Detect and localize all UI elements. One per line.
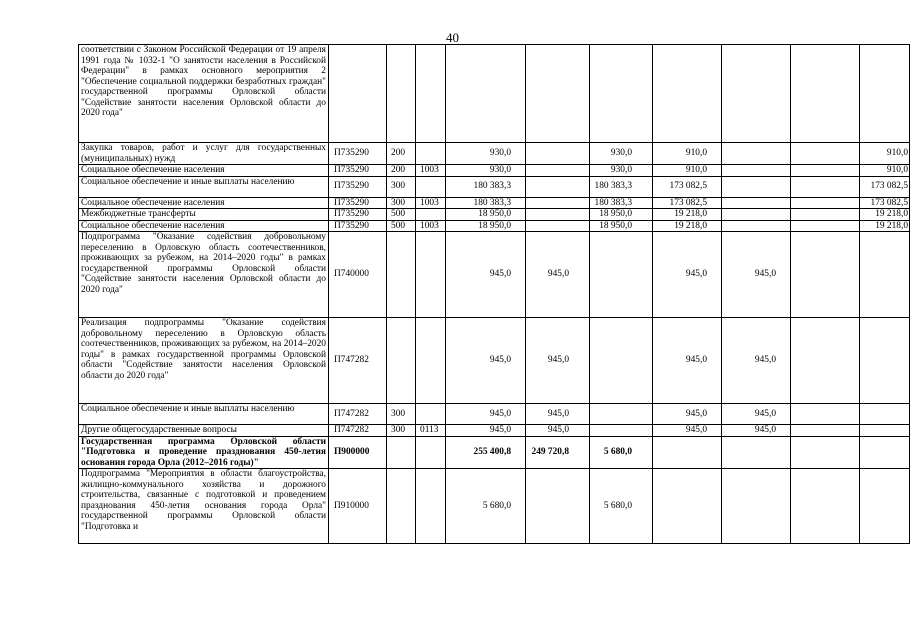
row-amount-7 <box>860 436 910 469</box>
row-amount-1: 5 680,0 <box>446 469 526 544</box>
row-code: П910000 <box>329 469 387 544</box>
row-code <box>329 45 387 143</box>
row-code: П735290 <box>329 197 387 209</box>
table-row <box>79 197 910 209</box>
row-amount-7 <box>860 232 910 318</box>
row-amount-5: 945,0 <box>722 232 791 318</box>
row-amount-7: 910,0 <box>860 165 910 177</box>
row-code: П735290 <box>329 143 387 165</box>
row-amount-6 <box>791 220 860 232</box>
row-amount-5 <box>722 436 791 469</box>
row-amount-4: 19 218,0 <box>653 220 722 232</box>
row-amount-3: 930,0 <box>590 165 653 177</box>
row-amount-5: 945,0 <box>722 318 791 404</box>
row-amount-4: 910,0 <box>653 165 722 177</box>
row-amount-1: 930,0 <box>446 143 526 165</box>
row-code: П747282 <box>329 404 387 425</box>
row-amount-7: 19 218,0 <box>860 209 910 221</box>
row-amount-4: 945,0 <box>653 425 722 437</box>
row-amount-4: 945,0 <box>653 318 722 404</box>
row-fs <box>416 469 446 544</box>
row-amount-4 <box>653 436 722 469</box>
row-amount-6 <box>791 436 860 469</box>
row-name: соответствии с Законом Российской Федерации от 19 апреля 1991 года № 1032-1 "О занятости населения в Российской Федерации" в рамках основного мероприятия 2 "Обеспечение социальной поддержки безработных граждан" государственной программы Орловской области "Содействие занятости населения Орловской области до 2020 года" <box>79 45 329 143</box>
row-name: Реализация подпрограммы "Оказание содействия добровольному переселению в Орловскую область соотечественников, проживающих за рубежом, на 2014–2020 годы" в рамках государственной программы Орловской области "Содействие занятости населения Орловской области до 2020 года" <box>79 318 329 404</box>
row-vr <box>387 232 416 318</box>
row-amount-3: 5 680,0 <box>590 436 653 469</box>
row-amount-4: 945,0 <box>653 404 722 425</box>
row-vr: 300 <box>387 404 416 425</box>
row-amount-5: 945,0 <box>722 404 791 425</box>
row-amount-1: 18 950,0 <box>446 209 526 221</box>
row-fs: 1003 <box>416 165 446 177</box>
row-amount-2 <box>526 220 590 232</box>
row-fs <box>416 232 446 318</box>
row-amount-2 <box>526 176 590 197</box>
row-amount-3 <box>590 45 653 143</box>
row-amount-4: 173 082,5 <box>653 197 722 209</box>
row-vr <box>387 436 416 469</box>
row-amount-7 <box>860 318 910 404</box>
row-amount-3 <box>590 232 653 318</box>
row-vr <box>387 318 416 404</box>
row-amount-7: 173 082,5 <box>860 197 910 209</box>
row-amount-5 <box>722 220 791 232</box>
row-code: П900000 <box>329 436 387 469</box>
row-vr <box>387 45 416 143</box>
row-amount-5 <box>722 143 791 165</box>
row-amount-2 <box>526 469 590 544</box>
row-amount-2 <box>526 209 590 221</box>
row-amount-1: 945,0 <box>446 318 526 404</box>
table-row <box>79 45 910 143</box>
row-name: Другие общегосударственные вопросы <box>79 425 329 437</box>
row-amount-4: 173 082,5 <box>653 176 722 197</box>
table-row <box>79 469 910 544</box>
row-amount-2 <box>526 197 590 209</box>
row-amount-7: 910,0 <box>860 143 910 165</box>
row-amount-7: 19 218,0 <box>860 220 910 232</box>
row-fs: 1003 <box>416 197 446 209</box>
table-row <box>79 404 910 425</box>
table-row <box>79 318 910 404</box>
row-amount-7 <box>860 404 910 425</box>
row-amount-1: 930,0 <box>446 165 526 177</box>
row-amount-1: 255 400,8 <box>446 436 526 469</box>
row-amount-3: 180 383,3 <box>590 197 653 209</box>
row-vr: 200 <box>387 143 416 165</box>
row-amount-6 <box>791 45 860 143</box>
row-amount-2: 945,0 <box>526 425 590 437</box>
row-amount-4: 945,0 <box>653 232 722 318</box>
row-amount-7: 173 082,5 <box>860 176 910 197</box>
row-name: Государственная программа Орловской области "Подготовка и проведение празднования 450-летия основания города Орла (2012–2016 годы)" <box>79 436 329 469</box>
row-amount-6 <box>791 209 860 221</box>
row-name: Социальное обеспечение населения <box>79 165 329 177</box>
row-amount-3 <box>590 404 653 425</box>
row-amount-7 <box>860 45 910 143</box>
row-vr: 300 <box>387 425 416 437</box>
row-amount-1 <box>446 45 526 143</box>
row-name: Социальное обеспечение населения <box>79 220 329 232</box>
row-code: П735290 <box>329 176 387 197</box>
row-name: Социальное обеспечение и иные выплаты населению <box>79 404 329 425</box>
row-amount-5 <box>722 165 791 177</box>
row-name: Социальное обеспечение населения <box>79 197 329 209</box>
row-name: Подпрограмма "Оказание содействия добровольному переселению в Орловскую область соотечественников, проживающих за рубежом, на 2014–2020 годы" в рамках государственной программы Орловской области "Содействие занятости населения Орловской области до 2020 года" <box>79 232 329 318</box>
row-amount-2: 945,0 <box>526 318 590 404</box>
row-vr: 300 <box>387 176 416 197</box>
row-amount-6 <box>791 143 860 165</box>
row-amount-4: 910,0 <box>653 143 722 165</box>
row-amount-3 <box>590 425 653 437</box>
row-fs <box>416 143 446 165</box>
row-amount-2 <box>526 45 590 143</box>
row-amount-1: 945,0 <box>446 232 526 318</box>
row-amount-3: 930,0 <box>590 143 653 165</box>
row-amount-3: 180 383,3 <box>590 176 653 197</box>
row-name: Социальное обеспечение и иные выплаты населению <box>79 176 329 197</box>
row-fs: 1003 <box>416 220 446 232</box>
row-amount-3: 18 950,0 <box>590 220 653 232</box>
row-vr: 500 <box>387 209 416 221</box>
row-amount-2: 945,0 <box>526 232 590 318</box>
row-vr: 300 <box>387 197 416 209</box>
row-amount-6 <box>791 318 860 404</box>
row-fs <box>416 318 446 404</box>
row-code: П735290 <box>329 165 387 177</box>
row-code: П747282 <box>329 318 387 404</box>
table-row <box>79 220 910 232</box>
row-amount-1: 945,0 <box>446 404 526 425</box>
row-amount-2 <box>526 165 590 177</box>
row-amount-1: 180 383,3 <box>446 176 526 197</box>
row-vr: 500 <box>387 220 416 232</box>
row-amount-2 <box>526 143 590 165</box>
row-amount-7 <box>860 425 910 437</box>
row-fs <box>416 436 446 469</box>
row-amount-4: 19 218,0 <box>653 209 722 221</box>
row-amount-4 <box>653 45 722 143</box>
row-code: П747282 <box>329 425 387 437</box>
row-amount-6 <box>791 232 860 318</box>
row-amount-4 <box>653 469 722 544</box>
table-row <box>79 436 910 469</box>
row-code: П740000 <box>329 232 387 318</box>
row-amount-5: 945,0 <box>722 425 791 437</box>
table-row <box>79 176 910 197</box>
row-vr: 200 <box>387 165 416 177</box>
budget-table <box>78 44 910 544</box>
row-amount-5 <box>722 197 791 209</box>
row-fs <box>416 176 446 197</box>
row-amount-6 <box>791 165 860 177</box>
row-amount-2: 945,0 <box>526 404 590 425</box>
row-name: Подпрограмма "Мероприятия в области благоустройства, жилищно-коммунального хозяйства и дорожного строительства, связанные с подготовкой и проведением празднования 450-летия основания города Орла" государственной программы Орловской области "Подготовка и <box>79 469 329 544</box>
row-amount-5 <box>722 176 791 197</box>
row-code: П735290 <box>329 209 387 221</box>
row-amount-1: 18 950,0 <box>446 220 526 232</box>
row-amount-6 <box>791 469 860 544</box>
row-fs <box>416 404 446 425</box>
table-row <box>79 425 910 437</box>
row-amount-5 <box>722 469 791 544</box>
row-amount-6 <box>791 425 860 437</box>
row-amount-3: 18 950,0 <box>590 209 653 221</box>
table-row <box>79 143 910 165</box>
table-row <box>79 232 910 318</box>
row-code: П735290 <box>329 220 387 232</box>
row-amount-5 <box>722 45 791 143</box>
row-amount-6 <box>791 176 860 197</box>
row-amount-3 <box>590 318 653 404</box>
row-amount-5 <box>722 209 791 221</box>
row-amount-7 <box>860 469 910 544</box>
row-fs <box>416 209 446 221</box>
table-row <box>79 209 910 221</box>
row-amount-6 <box>791 404 860 425</box>
row-amount-1: 945,0 <box>446 425 526 437</box>
row-name: Межбюджетные трансферты <box>79 209 329 221</box>
row-vr <box>387 469 416 544</box>
table-row <box>79 165 910 177</box>
row-fs: 0113 <box>416 425 446 437</box>
row-amount-6 <box>791 197 860 209</box>
page-number: 40 <box>446 30 459 45</box>
row-amount-1: 180 383,3 <box>446 197 526 209</box>
row-name: Закупка товаров, работ и услуг для государственных (муниципальных) нужд <box>79 143 329 165</box>
row-amount-2: 249 720,8 <box>526 436 590 469</box>
row-fs <box>416 45 446 143</box>
row-amount-3: 5 680,0 <box>590 469 653 544</box>
